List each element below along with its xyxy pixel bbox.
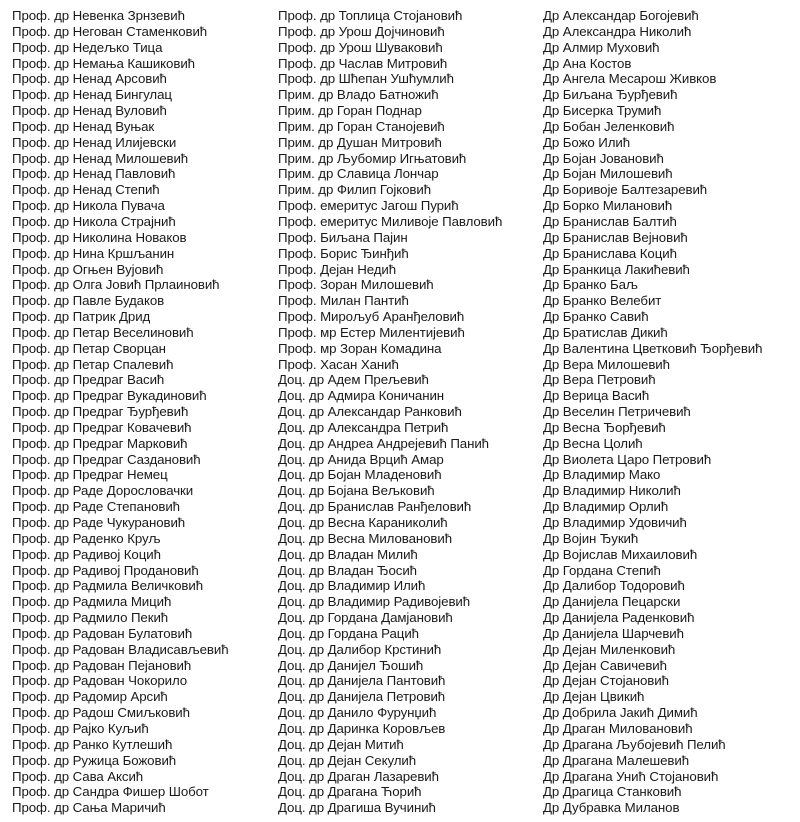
list-item: Доц. др Владимир Илић (278, 578, 426, 594)
list-item: Др Дејан Миленковић (543, 641, 676, 657)
list-item: Доц. др Данијела Пантовић (278, 673, 446, 689)
list-item: Др Војислав Михаиловић (543, 546, 698, 562)
list-item: Доц. др Адем Прељевић (278, 372, 429, 388)
list-item: Доц. др Владан Ђосић (278, 562, 417, 578)
list-item: Проф. др Ненад Милошевић (12, 150, 189, 166)
list-item: Др Бисерка Трумић (543, 103, 662, 119)
list-item: Др Валентина Цветковић Ђорђевић (543, 340, 763, 356)
list-item: Проф. др Радован Чокорило (12, 673, 188, 689)
list-item: Проф. мр Зоран Комадина (278, 340, 442, 356)
list-item: Проф. др Предраг Саздановић (12, 451, 201, 467)
list-item: Проф. др Никола Пувача (12, 198, 165, 214)
list-item: Проф. др Петар Спалевић (12, 356, 174, 372)
list-item: Др Далибор Тодоровић (543, 578, 685, 594)
list-item: Проф. др Павле Будаков (12, 293, 165, 309)
list-item: Др Весна Ђорђевић (543, 419, 666, 435)
list-item: Проф. др Раде Дорословачки (12, 483, 194, 499)
list-item: Др Божо Илић (543, 134, 630, 150)
list-item: Проф. др Предраг Немец (12, 467, 168, 483)
list-item: Проф. мр Естер Милентијевић (278, 324, 465, 340)
list-item: Доц. др Весна Миловановић (278, 530, 452, 546)
list-item: Проф. др Предраг Марковић (12, 435, 188, 451)
list-item: Проф. др Ненад Вуњак (12, 118, 155, 134)
list-item: Доц. др Дејан Секулић (278, 752, 416, 768)
list-item: Проф. др Огњен Вујовић (12, 261, 164, 277)
list-item: Проф. Биљана Пајин (278, 229, 408, 245)
list-item: Др Виолета Царо Петровић (543, 451, 712, 467)
list-item: Проф. Дејан Недић (278, 261, 397, 277)
list-item: Проф. др Немања Кашиковић (12, 55, 195, 71)
list-item: Доц. др Бојан Младеновић (278, 467, 442, 483)
list-item: Доц. др Владан Милић (278, 546, 418, 562)
name-column-1 (12, 8, 274, 816)
list-item: Доц. др Адмира Коничанин (278, 388, 445, 404)
list-item: Проф. др Ненад Павловић (12, 166, 176, 182)
list-item: Др Весна Цолић (543, 435, 643, 451)
list-item: Др Бранислава Коцић (543, 245, 677, 261)
list-item: Др Братислав Дикић (543, 324, 668, 340)
list-item: Проф. др Ружица Божовић (12, 752, 177, 768)
list-item: Проф. др Недељко Тица (12, 39, 163, 55)
list-item: Др Бранко Баљ (543, 277, 638, 293)
list-item: Др Бојан Јовановић (543, 150, 664, 166)
list-item: Др Бојан Милошевић (543, 166, 673, 182)
list-item: Проф. др Сања Маричић (12, 800, 166, 816)
list-item: Доц. др Анида Врцић Амар (278, 451, 444, 467)
list-item: Проф. др Петар Сворцан (12, 340, 166, 356)
list-item: Др Бранкица Лакићевић (543, 261, 690, 277)
list-item: Проф. др Радмила Мицић (12, 594, 172, 610)
list-item: Проф. др Ненад Илијевски (12, 134, 177, 150)
list-item: Др Добрила Јакић Димић (543, 705, 698, 721)
list-item: Проф. др Ненад Вуловић (12, 103, 167, 119)
list-item: Доц. др Андреа Андрејевић Панић (278, 435, 489, 451)
list-item: Доц. др Бојана Вељковић (278, 483, 435, 499)
list-item: Др Дејан Цвикић (543, 689, 645, 705)
list-item: Проф. др Урош Дојчиновић (278, 23, 445, 39)
list-item: Проф. др Сава Аксић (12, 768, 144, 784)
list-item: Др Веселин Петричевић (543, 404, 691, 420)
list-item: Проф. Мирољуб Аранђеловић (278, 309, 465, 325)
list-item: Проф. др Ненад Арсовић (12, 71, 167, 87)
list-item: Др Бранислав Вејновић (543, 229, 688, 245)
list-item: Доц. др Данијела Петровић (278, 689, 446, 705)
list-item: Проф. др Радован Булатовић (12, 625, 193, 641)
list-item: Доц. др Александар Ранковић (278, 404, 462, 420)
list-item: Др Боривоје Балтезаревић (543, 182, 708, 198)
list-item: Др Владимир Николић (543, 483, 681, 499)
list-item: Доц. др Далибор Крстинић (278, 641, 442, 657)
list-item: Прим. др Горан Поднар (278, 103, 422, 119)
list-item: Проф. др Рајко Куљић (12, 720, 149, 736)
list-item: Проф. др Радивој Продановић (12, 562, 199, 578)
name-column-3 (543, 8, 798, 816)
list-item: Проф. Зоран Милошевић (278, 277, 434, 293)
list-item: Др Вера Петровић (543, 372, 656, 388)
list-item: Др Драган Миловановић (543, 720, 693, 736)
list-item: Прим. др Славица Лончар (278, 166, 439, 182)
list-item: Прим. др Филип Гојковић (278, 182, 431, 198)
list-item: Проф. др Предраг Вукадиновић (12, 388, 207, 404)
list-item: Др Драгана Малешевић (543, 752, 689, 768)
list-item: Проф. др Топлица Стојановић (278, 8, 463, 23)
list-item: Проф. др Нина Кршљанин (12, 245, 175, 261)
list-item: Проф. др Радомир Арсић (12, 689, 168, 705)
list-item: Др Алмир Муховић (543, 39, 660, 55)
list-item: Проф. емеритус Миливоје Павловић (278, 213, 503, 229)
list-item: Проф. др Урош Шуваковић (278, 39, 443, 55)
list-item: Др Верица Васић (543, 388, 650, 404)
list-item: Проф. др Часлав Митровић (278, 55, 448, 71)
list-item: Проф. др Радмило Пекић (12, 610, 169, 626)
list-item: Доц. др Гордана Рацић (278, 625, 419, 641)
list-item: Доц. др Данило Фурунџић (278, 705, 437, 721)
list-item: Доц. др Бранислав Ранђеловић (278, 499, 472, 515)
list-item: Проф. др Ненад Бингулац (12, 87, 172, 103)
list-item: Проф. Милан Пантић (278, 293, 409, 309)
list-item: Доц. др Владимир Радивојевић (278, 594, 471, 610)
name-column-2 (278, 8, 540, 816)
list-item: Доц. др Гордана Дамјановић (278, 610, 453, 626)
list-item: Проф. др Предраг Ђурђевић (12, 404, 189, 420)
list-item: Др Владимир Удовичић (543, 515, 687, 530)
list-item: Др Ана Костов (543, 55, 632, 71)
list-item: Проф. др Радивој Коцић (12, 546, 161, 562)
list-item: Проф. др Патрик Дрид (12, 309, 151, 325)
list-item: Др Владимир Орлић (543, 499, 669, 515)
list-item: Др Данијела Раденковић (543, 610, 695, 626)
list-item: Прим. др Љубомир Игњатовић (278, 150, 467, 166)
list-item: Др Бранко Велебит (543, 293, 662, 309)
list-item: Проф. др Никола Страјнић (12, 213, 176, 229)
list-item: Проф. др Предраг Васић (12, 372, 165, 388)
list-item: Доц. др Драгана Ћорић (278, 784, 422, 800)
list-item: Проф. др Радмила Величковић (12, 578, 204, 594)
list-item: Др Биљана Ђурђевић (543, 87, 678, 103)
list-item: Др Вера Милошевић (543, 356, 670, 372)
list-item: Др Драгана Унић Стојановић (543, 768, 719, 784)
list-item: Др Бобан Јеленковић (543, 118, 675, 134)
list-item: Проф. др Радош Смиљковић (12, 705, 190, 721)
list-item: Др Гордана Степић (543, 562, 661, 578)
list-item: Др Ангела Месарош Живков (543, 71, 717, 87)
list-item: Др Владимир Мако (543, 467, 661, 483)
list-item: Др Александар Богојевић (543, 8, 699, 23)
list-item: Прим. др Горан Станојевић (278, 118, 445, 134)
list-item: Проф. др Сандра Фишер Шобот (12, 784, 209, 800)
list-item: Проф. др Радован Пејановић (12, 657, 192, 673)
list-item: Др Војин Ђукић (543, 530, 639, 546)
list-item: Доц. др Драган Лазаревић (278, 768, 439, 784)
list-item: Др Александра Николић (543, 23, 692, 39)
list-item: Др Дејан Стојановић (543, 673, 669, 689)
list-item: Проф. др Олга Јовић Прлаиновић (12, 277, 220, 293)
list-item: Проф. др Раденко Круљ (12, 530, 161, 546)
list-item: Др Данијела Шарчевић (543, 625, 684, 641)
list-item: Др Бранислав Балтић (543, 213, 677, 229)
list-item: Проф. др Радован Владисављевић (12, 641, 229, 657)
list-item: Проф. др Предраг Ковачевић (12, 419, 192, 435)
list-item: Доц. др Александра Петрић (278, 419, 449, 435)
list-item: Проф. емеритус Јагош Пурић (278, 198, 459, 214)
list-item: Проф. др Петар Веселиновић (12, 324, 194, 340)
list-item: Доц. др Дејан Митић (278, 736, 404, 752)
list-item: Проф. др Невенка Зрнзевић (12, 8, 185, 23)
list-item: Доц. др Данијел Ђошић (278, 657, 424, 673)
list-item: Проф. др Николина Новаков (12, 229, 187, 245)
list-item: Проф. др Негован Стаменковић (12, 23, 208, 39)
list-item: Прим. др Душан Митровић (278, 134, 442, 150)
list-item: Доц. др Весна Караниколић (278, 515, 448, 530)
list-item: Проф. др Раде Степановић (12, 499, 180, 515)
list-item: Доц. др Драгиша Вучинић (278, 800, 436, 816)
list-item: Др Драгица Станковић (543, 784, 682, 800)
list-item: Доц. др Даринка Коровљев (278, 720, 446, 736)
list-item: Др Данијела Пецарски (543, 594, 681, 610)
list-item: Прим. др Владо Батножић (278, 87, 439, 103)
list-item: Др Дејан Савичевић (543, 657, 667, 673)
list-item: Др Борко Милановић (543, 198, 673, 214)
list-item: Проф. др Шћепан Ушћумлић (278, 71, 454, 87)
list-item: Др Драгана Љубојевић Пелић (543, 736, 726, 752)
list-item: Проф. Хасан Ханић (278, 356, 399, 372)
list-item: Проф. др Ненад Степић (12, 182, 160, 198)
list-item: Проф. др Раде Чукурановић (12, 515, 186, 530)
list-item: Проф. др Ранко Кутлешић (12, 736, 173, 752)
list-item: Др Бранко Савић (543, 309, 649, 325)
list-item: Др Дубравка Миланов (543, 800, 680, 816)
list-item: Проф. Борис Ђинђић (278, 245, 409, 261)
